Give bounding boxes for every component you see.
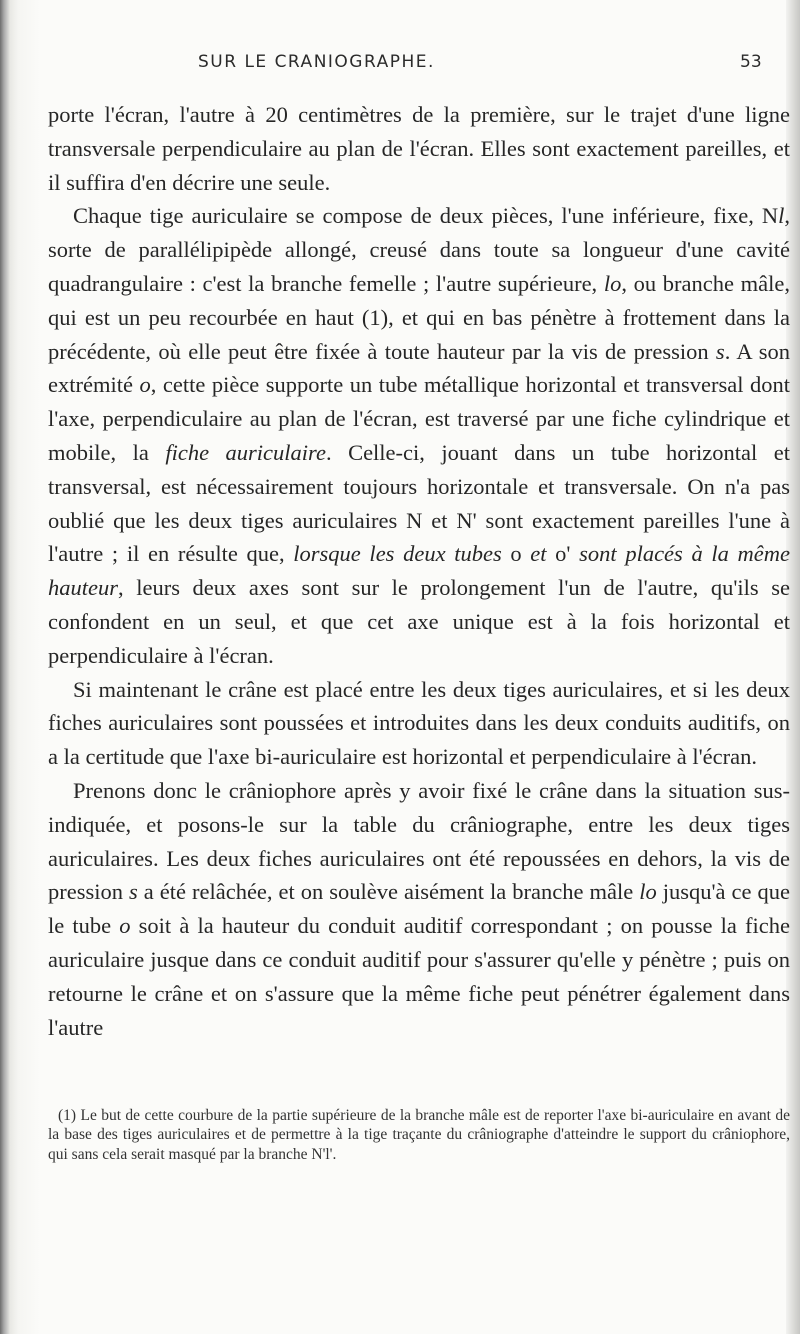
text-run: Prenons donc le crâniophore après y avoir fixé le crâne dans la situation sus-indiquée, et posons-le sur la table du crâniographe, entre les deux tiges auriculaires. Les deux fiches auriculaires ont été repoussées en dehors, la vis de pression <box>48 777 790 905</box>
text-run: jusqu'à ce que le tube <box>48 879 790 939</box>
italic-run: s <box>715 338 725 364</box>
text-run: soit à la hauteur du conduit auditif correspondant ; on pousse la fiche auriculaire jusque dans ce conduit auditif pour s'assurer qu'elle y pénètre ; puis on retourne le crâne et on s'assure que la même fiche peut pénétrer également dans l'autre <box>48 913 790 1040</box>
paragraph-procedure <box>48 774 790 1044</box>
text-run: o' <box>546 541 580 567</box>
footnote: (1) Le but de cette courbure de la partie supérieure de la branche mâle est de reporter l'axe bi-auriculaire en avant de la base des tiges auriculaires et de permettre à la tige traçante du crâniographe d'atteindre le support du crâniophore, qui sans cela serait masqué par la branche N'l'. <box>48 1106 790 1163</box>
text-run: Si maintenant le crâne est placé entre les deux tiges auriculaires, et si les deux fiches auriculaires sont poussées et introduites dans les deux conduits auditifs, on a la certitude que l'axe bi-auriculaire est horizontal et perpendiculaire à l'écran. <box>48 676 790 770</box>
paragraph-tige-description <box>48 199 790 672</box>
text-run: a été relâchée, et on soulève aisément la branche mâle <box>137 879 640 905</box>
running-title: SUR LE CRANIOGRAPHE. <box>198 52 435 72</box>
text-run: , ou branche mâle, qui est un peu recourbée en haut (1), et qui en bas pénètre à frottement dans la précédente, où elle peut être fixée à toute hauteur par la vis de pression <box>48 270 790 364</box>
italic-run: lorsque les deux tubes <box>293 541 502 567</box>
text-run: , leurs deux axes sont sur le prolongement l'un de l'autre, qu'ils se confondent en un seul, et que cet axe unique est à la fois horizontal et perpendiculaire à l'écran. <box>48 575 790 668</box>
text-run: Chaque tige auriculaire se compose de deux pièces, l'une inférieure, fixe, N <box>73 203 779 229</box>
text-run: porte l'écran, l'autre à 20 centimètres de la première, sur le trajet d'une ligne transversale perpendiculaire au plan de l'écran. Elles sont exactement pareilles, et il suffira d'en décrire une seule. <box>48 102 790 195</box>
italic-run: lo <box>603 270 622 296</box>
page-number: 53 <box>740 52 762 72</box>
text-run: . A son extrémité <box>48 338 790 398</box>
italic-run: lo <box>639 879 657 905</box>
italic-run: et <box>530 541 547 567</box>
italic-run: o <box>139 372 151 398</box>
italic-run: sont placés à la même hauteur <box>48 541 790 601</box>
text-run: o <box>501 541 531 567</box>
italic-run: fiche auriculaire <box>165 439 326 465</box>
text-run: , sorte de parallélipipède allongé, creusé dans toute sa longueur d'une cavité quadrangulaire : c'est la branche femelle ; l'autre supérieure, <box>48 203 790 296</box>
italic-run: o <box>119 913 131 939</box>
text-run: , cette pièce supporte un tube métallique horizontal et transversal dont l'axe, perpendiculaire au plan de l'écran, est traversé par une fiche cylindrique et mobile, la <box>48 372 790 465</box>
running-head <box>0 52 800 82</box>
italic-run: l <box>778 203 785 229</box>
body-text <box>48 98 790 1044</box>
paragraph-continued <box>48 98 790 199</box>
paragraph-crane-placement <box>48 673 790 774</box>
text-run: . Celle-ci, jouant dans un tube horizontal et transversal, est nécessairement toujours horizontale et transversale. On n'a pas oublié que les deux tiges auriculaires N et N' sont exactement pareilles l'une à l'autre ; il en résulte que, <box>48 439 790 567</box>
italic-run: s <box>129 879 138 905</box>
